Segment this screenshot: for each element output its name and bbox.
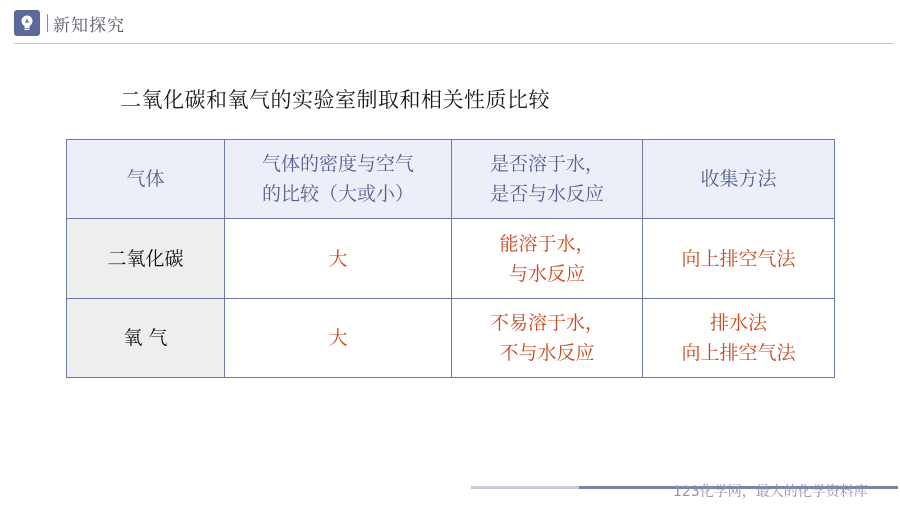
section-title: 新知探究: [53, 15, 125, 36]
header-rule: [14, 43, 894, 44]
comparison-table: [66, 139, 835, 378]
footer-rule-light: [471, 486, 579, 489]
header-divider: [47, 14, 48, 32]
solubility-cell: 能溶于水， 与水反应: [452, 219, 643, 299]
table-row: [67, 219, 835, 299]
header-cell-density: 气体的密度与空气 的比较（大或小）: [225, 140, 452, 219]
table-row: [67, 299, 835, 378]
header-cell-solubility: 是否溶于水， 是否与水反应: [452, 140, 643, 219]
page-title: 二氧化碳和氧气的实验室制取和相关性质比较: [120, 88, 550, 112]
density-cell: 大: [225, 219, 452, 299]
solubility-cell: 不易溶于水， 不与水反应: [452, 299, 643, 378]
lightbulb-icon: [14, 10, 40, 36]
density-cell: 大: [225, 299, 452, 378]
footer-watermark: 123化学网，最大的化学资料库: [673, 484, 868, 500]
section-header: [14, 9, 125, 37]
gas-name-cell: 氧 气: [67, 299, 225, 378]
collection-cell: 排水法 向上排空气法: [643, 299, 835, 378]
header-cell-gas: 气体: [67, 140, 225, 219]
collection-cell: 向上排空气法: [643, 219, 835, 299]
table-header-row: [67, 140, 835, 219]
gas-name-cell: 二氧化碳: [67, 219, 225, 299]
header-cell-collection: 收集方法: [643, 140, 835, 219]
